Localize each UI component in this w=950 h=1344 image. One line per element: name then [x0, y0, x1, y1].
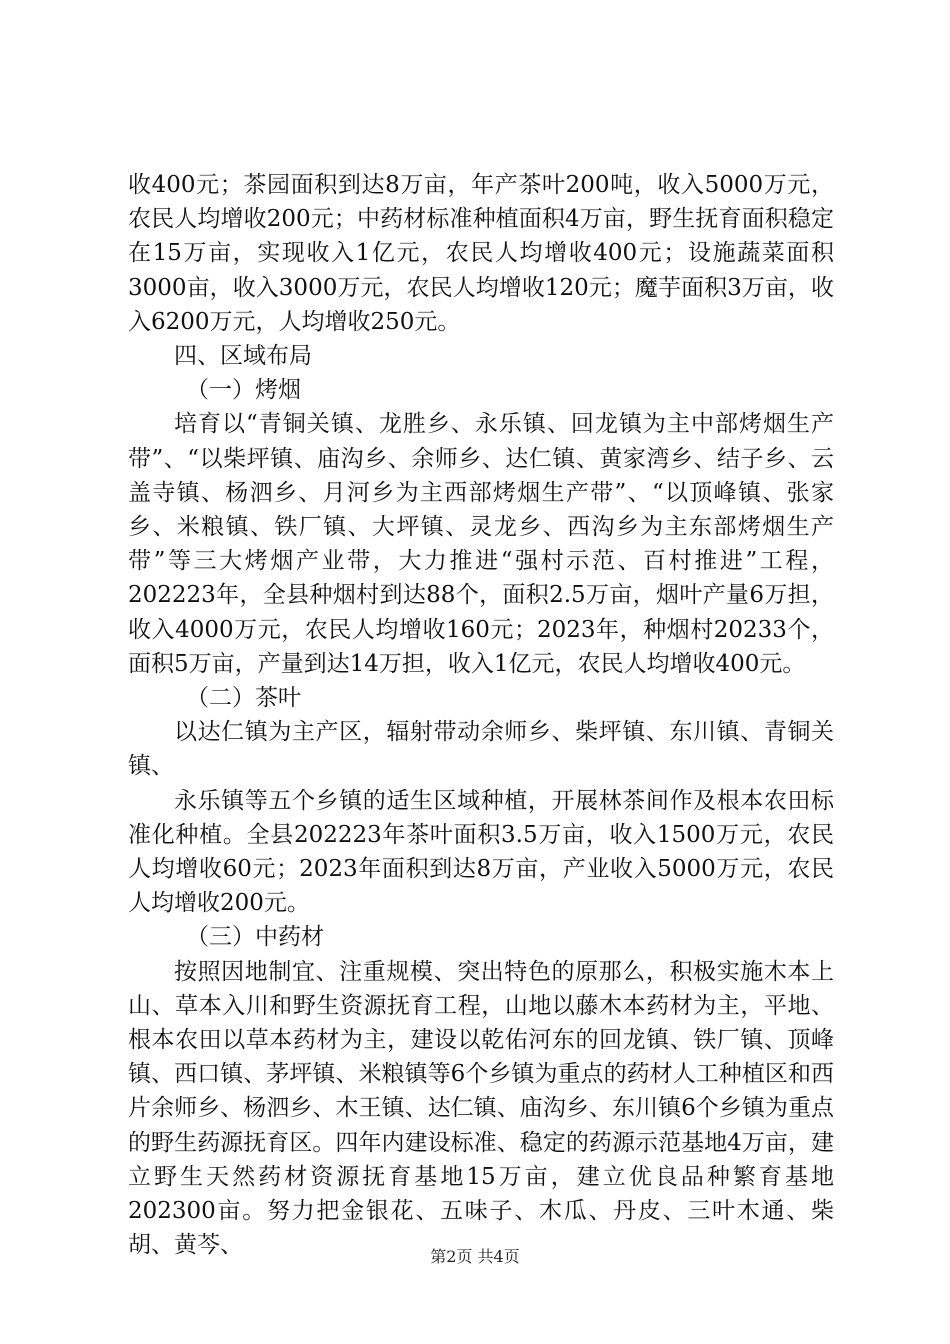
subheading-herbal-medicine: （三）中药材: [186, 924, 324, 951]
paragraph-tobacco: 培育以“青铜关镇、龙胜乡、永乐镇、回龙镇为主中部烤烟生产带”、“以柴坪镇、庙沟乡、余师乡、达仁镇、黄家湾乡、结子乡、云盖寺镇、杨泗乡、月河乡为主西部烤烟生产带”、“以顶峰镇、张家乡、米粮镇、铁厂镇、大坪镇、灵龙乡、西沟乡为主东部烤烟生产带”等三大烤烟产业带，大力推进“强村示范、百村推进”工程，202223年，全县种烟村到达88个，面积2.5万亩，烟叶产量6万担，收入4000万元，农民人均增收160元；2023年，种烟村20233个，面积5万亩，产量到达14万担，收入1亿元，农民人均增收400元。: [128, 411, 834, 677]
paragraph-income-summary: 收400元；茶园面积到达8万亩，年产茶叶200吨，收入5000万元，农民人均增收200元；中药材标准种植面积4万亩，野生抚育面积稳定在15万亩，实现收入1亿元，农民人均增收400元；设施蔬菜面积3000亩，收入3000万元，农民人均增收120元；魔芋面积3万亩，收入6200万元，人均增收250元。: [128, 172, 834, 335]
paragraph-herbal-medicine: 按照因地制宜、注重规模、突出特色的原那么，积极实施木本上山、草本入川和野生资源抚育工程，山地以藤木本药材为主，平地、根本农田以草本药材为主，建设以乾佑河东的回龙镇、铁厂镇、顶峰镇、西口镇、茅坪镇、米粮镇等6个乡镇为重点的药材人工种植区和西片余师乡、杨泗乡、木王镇、达仁镇、庙沟乡、东川镇6个乡镇为重点的野生药源抚育区。四年内建设标准、稳定的药源示范基地4万亩，建立野生天然药材资源抚育基地15万亩，建立优良品种繁育基地202300亩。努力把金银花、五味子、木瓜、丹皮、三叶木通、柴胡、黄芩、: [128, 958, 834, 1259]
body-text: [128, 168, 834, 1263]
section-heading-regional-layout: 四、区域布局: [174, 343, 312, 370]
page-number-footer: 第2页 共4页: [430, 1247, 520, 1266]
subheading-tea: （二）茶叶: [186, 685, 301, 712]
paragraph-tea-intro: 以达仁镇为主产区，辐射带动余师乡、柴坪镇、东川镇、青铜关镇、: [128, 719, 834, 780]
subheading-tobacco: （一）烤烟: [186, 377, 301, 404]
paragraph-tea: 永乐镇等五个乡镇的适生区域种植，开展林茶间作及根本农田标准化种植。全县202223年茶叶面积3.5万亩，收入1500万元，农民人均增收60元；2023年面积到达8万亩，产业收入5000万元，农民人均增收200元。: [128, 787, 834, 917]
